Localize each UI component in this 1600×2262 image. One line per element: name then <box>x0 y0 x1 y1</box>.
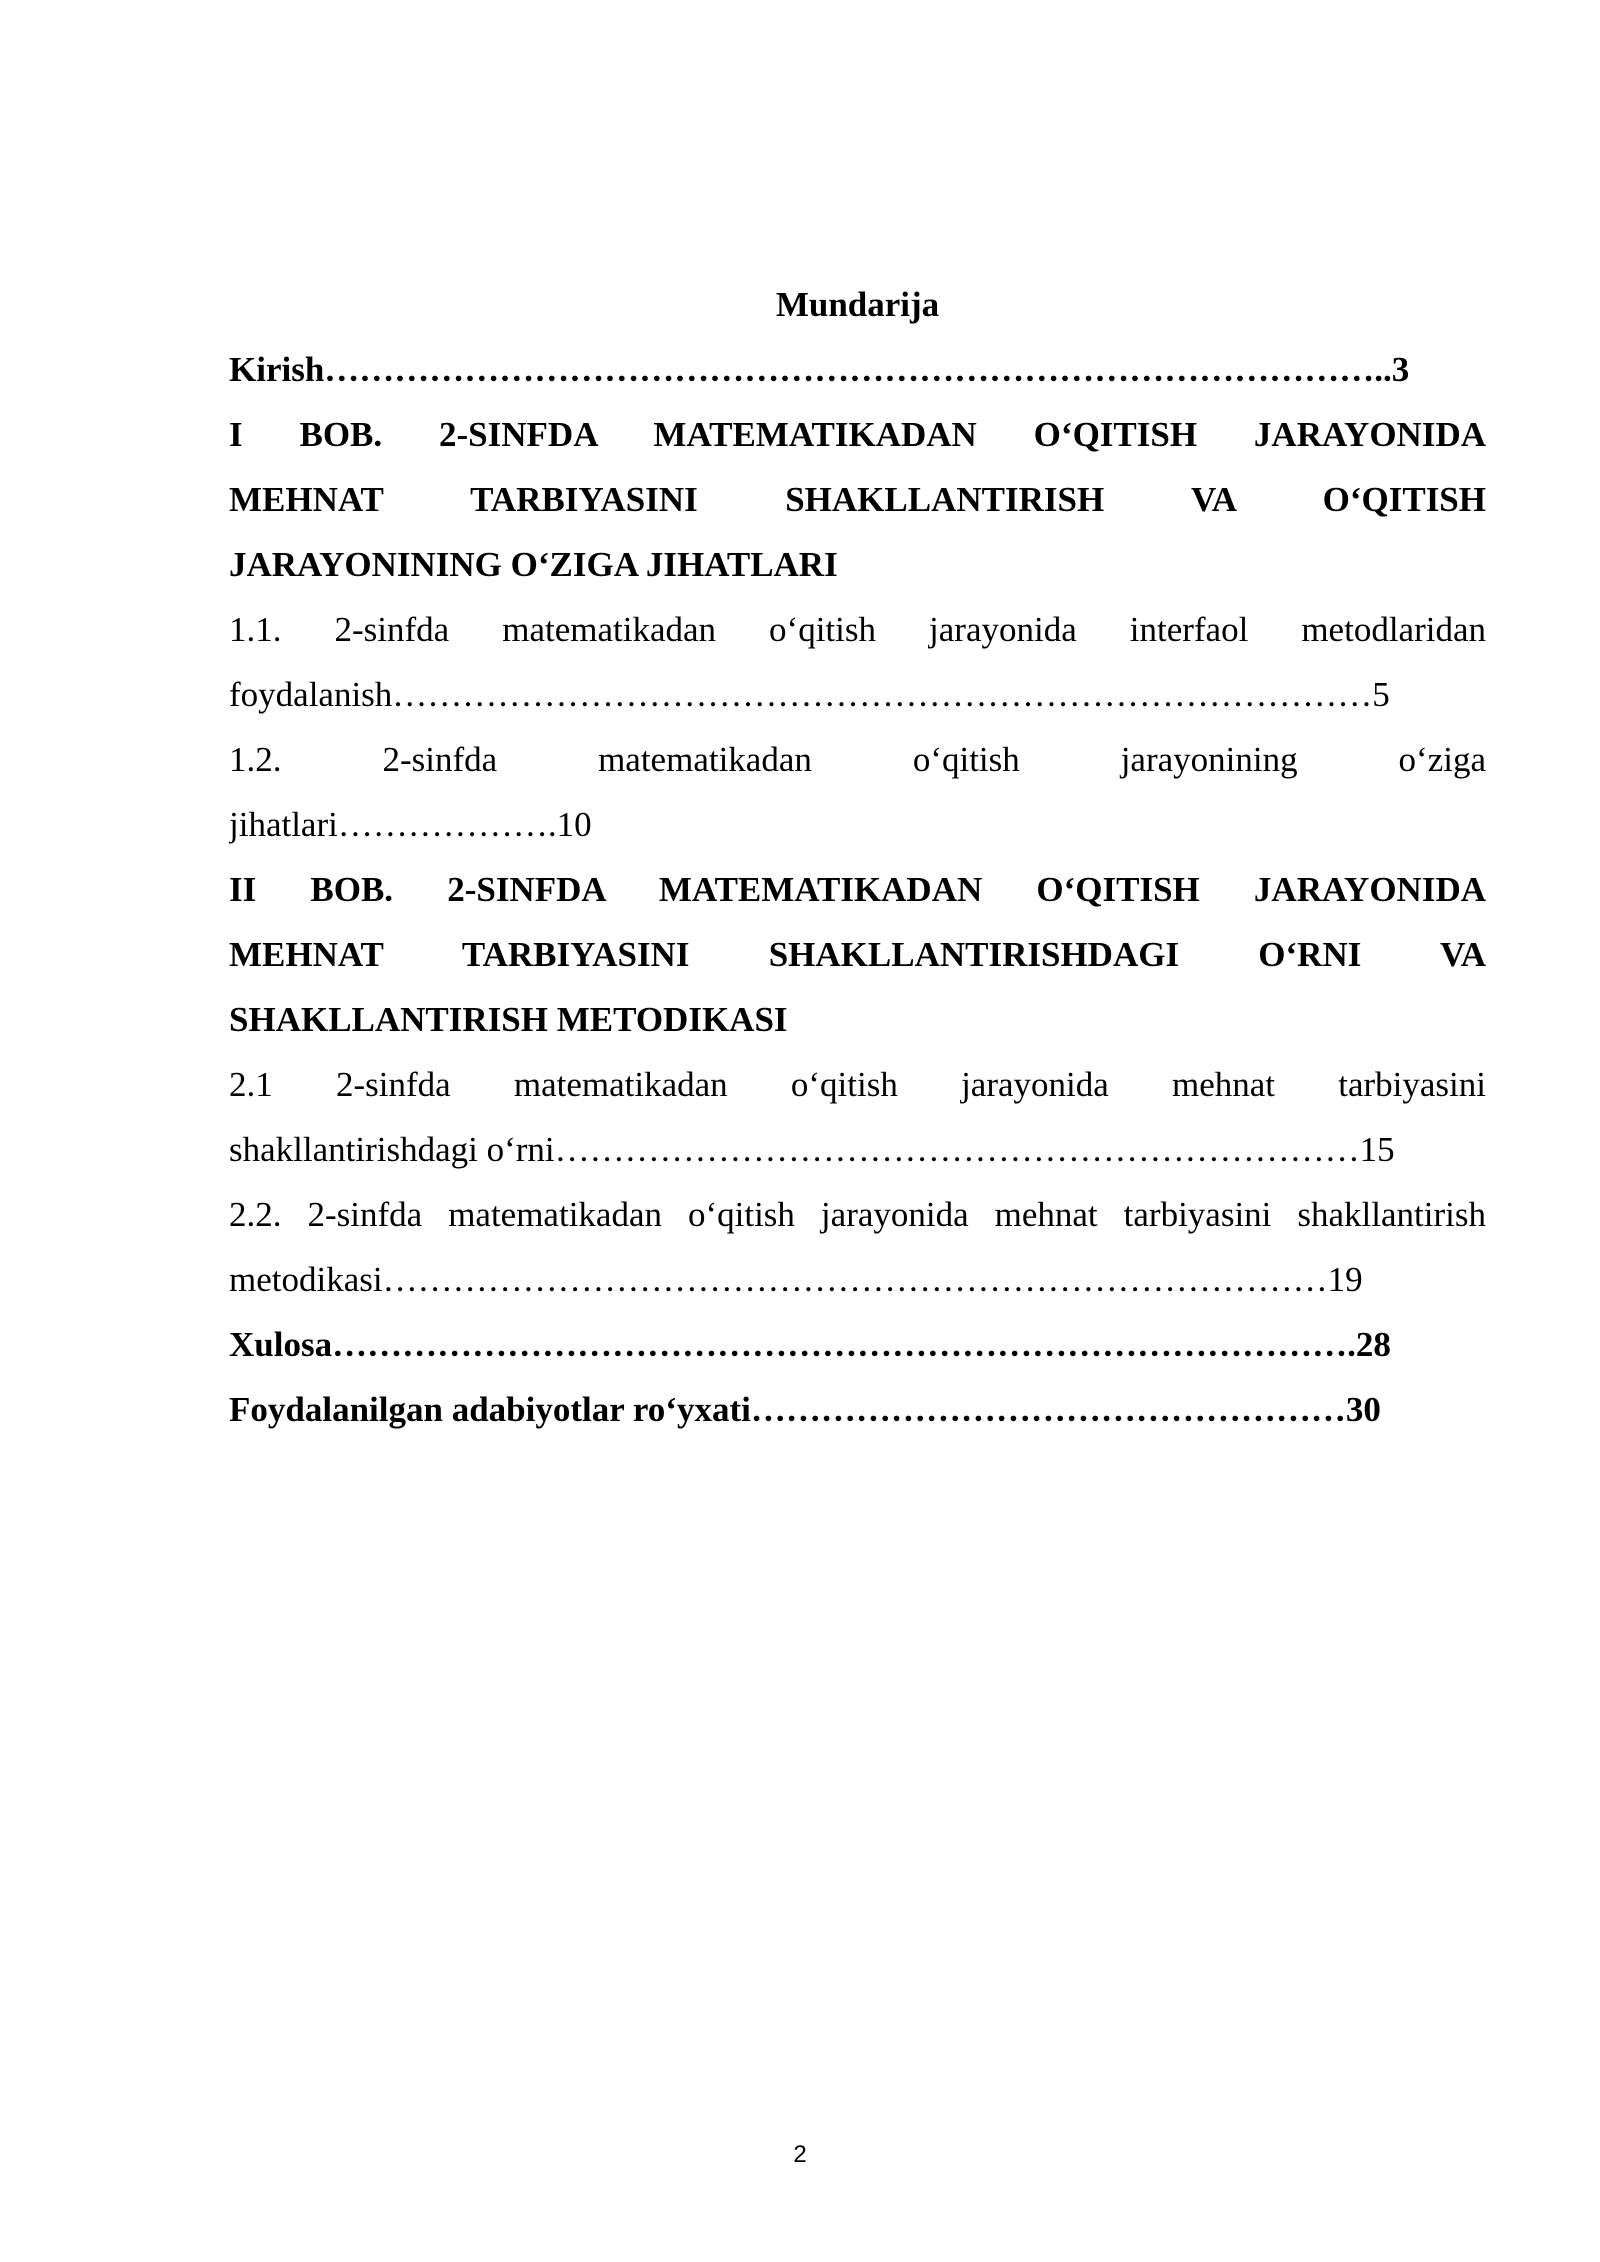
toc-section-1-2-line-2: jihatlari……………….10 <box>229 805 592 844</box>
toc-title: Mundarija <box>775 285 940 324</box>
toc-section-2-2-line-2: metodikasi………………………………………………………………………19 <box>229 1260 1363 1299</box>
toc-chapter-2-line-3: SHAKLLANTIRISH METODIKASI <box>229 1000 788 1039</box>
toc-chapter-1-line-3: JARAYONINING O‘ZIGA JIHATLARI <box>229 545 838 584</box>
page-number: 2 <box>793 2141 807 2168</box>
toc-chapter-1-line-2: MEHNAT TARBIYASINI SHAKLLANTIRISH VA O‘QITISH <box>229 480 1486 519</box>
toc-section-2-1-line-2: shakllantirishdagi o‘rni……………………………………………………………15 <box>229 1130 1395 1169</box>
toc-entry-xulosa: Xulosa…………………………………………………………………………….28 <box>229 1325 1391 1364</box>
toc-entry-kirish: Kirish………………………………………………………………………………..3 <box>229 350 1410 389</box>
toc-section-1-1-line-1: 1.1. 2-sinfda matematikadan o‘qitish jarayonida interfaol metodlaridan <box>229 610 1486 649</box>
table-of-contents <box>229 272 1486 1442</box>
toc-chapter-2-line-1: II BOB. 2-SINFDA MATEMATIKADAN O‘QITISH JARAYONIDA <box>229 870 1486 909</box>
toc-chapter-1-line-1: I BOB. 2-SINFDA MATEMATIKADAN O‘QITISH JARAYONIDA <box>229 415 1486 454</box>
toc-chapter-2-line-2: MEHNAT TARBIYASINI SHAKLLANTIRISHDAGI O‘RNI VA <box>229 935 1486 974</box>
toc-entry-references: Foydalanilgan adabiyotlar ro‘yxati……………………………………………30 <box>229 1390 1381 1429</box>
toc-section-1-1-line-2: foydalanish…………………………………………………………………………5 <box>229 675 1390 714</box>
toc-section-2-2-line-1: 2.2. 2-sinfda matematikadan o‘qitish jarayonida mehnat tarbiyasini shakllantirish <box>229 1195 1486 1234</box>
toc-section-1-2-line-1: 1.2. 2-sinfda matematikadan o‘qitish jarayonining o‘ziga <box>229 740 1486 779</box>
toc-section-2-1-line-1: 2.1 2-sinfda matematikadan o‘qitish jarayonida mehnat tarbiyasini <box>229 1065 1486 1104</box>
